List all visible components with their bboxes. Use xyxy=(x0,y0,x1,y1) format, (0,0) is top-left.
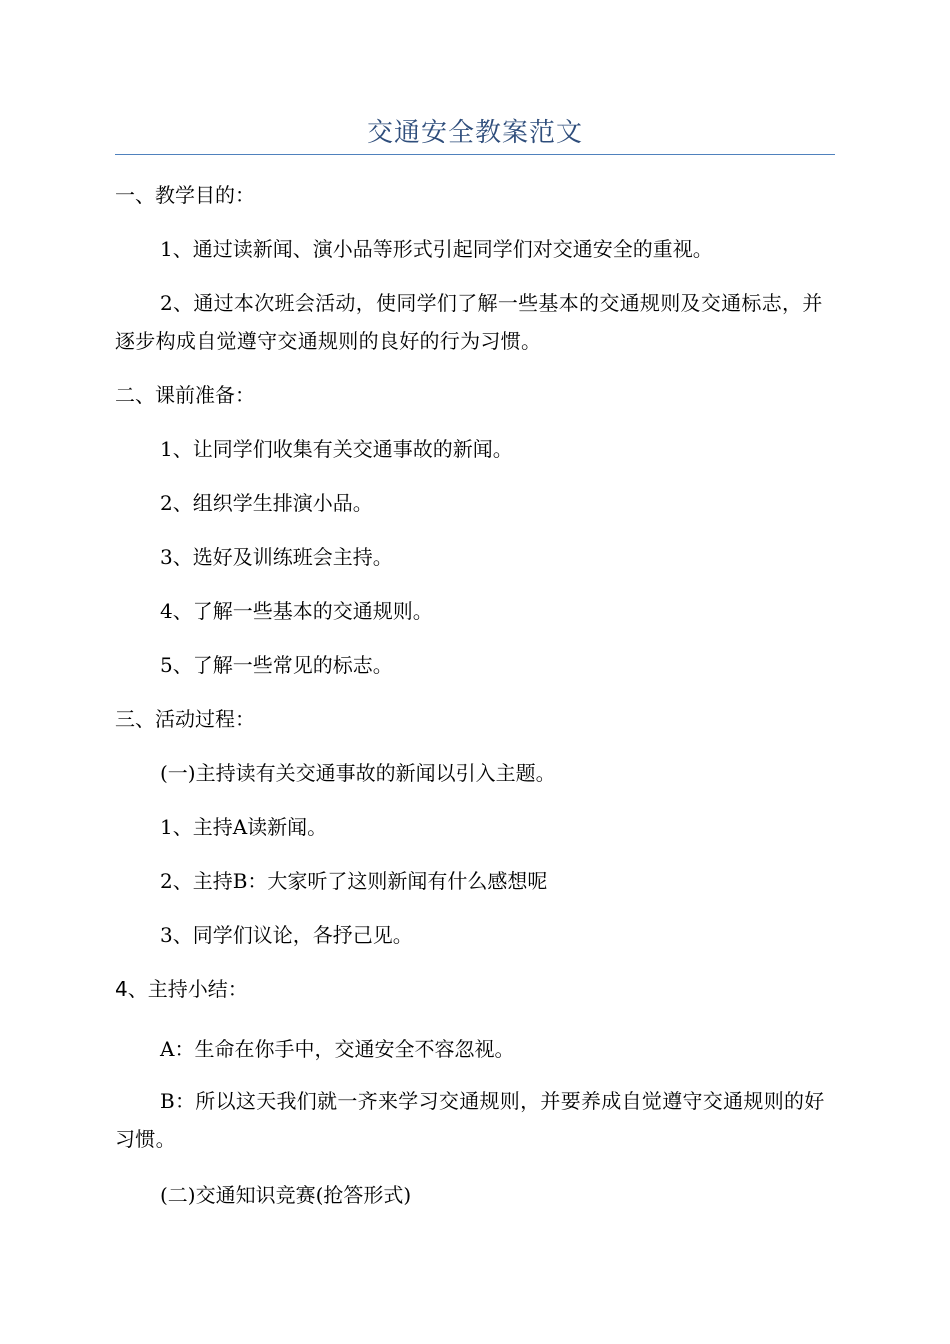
preparation-item-5: 5、了解一些常见的标志。 xyxy=(160,653,393,677)
process-subheading-1: (一)主持读有关交通事故的新闻以引入主题。 xyxy=(160,761,556,785)
document-title: 交通安全教案范文 xyxy=(366,118,583,148)
title-underline xyxy=(115,154,835,155)
process-item-4 xyxy=(115,970,835,1008)
section-heading-objectives: 一、教学目的： xyxy=(115,183,255,207)
preparation-item-4: 4、了解一些基本的交通规则。 xyxy=(160,599,433,623)
preparation-item-2: 2、组织学生排演小品。 xyxy=(160,491,373,515)
process-subheading-2: (二)交通知识竞赛(抢答形式) xyxy=(160,1183,412,1207)
preparation-item-3: 3、选好及训练班会主持。 xyxy=(160,545,393,569)
process-item-3: 3、同学们议论，各抒己见。 xyxy=(160,923,413,947)
objective-item-2: 2、通过本次班会活动，使同学们了解一些基本的交通规则及交通标志，并逐步构成自觉遵守交通规则的良好的行为习惯。 xyxy=(115,291,823,353)
section-heading-process: 三、活动过程： xyxy=(115,707,255,731)
objective-item-1: 1、通过读新闻、演小品等形式引起同学们对交通安全的重视。 xyxy=(160,237,713,261)
section-heading-preparation: 二、课前准备： xyxy=(115,383,255,407)
summary-quote-b: B：所以这天我们就一齐来学习交通规则，并要养成自觉遵守交通规则的好习惯。 xyxy=(115,1089,825,1151)
process-item-1: 1、主持A读新闻。 xyxy=(160,815,328,839)
summary-quote-a: A：生命在你手中，交通安全不容忽视。 xyxy=(160,1037,515,1061)
process-item-2: 2、主持B：大家听了这则新闻有什么感想呢 xyxy=(160,869,548,893)
process-item-4-text: 、主持小结： xyxy=(127,977,248,1001)
preparation-item-1: 1、让同学们收集有关交通事故的新闻。 xyxy=(160,437,513,461)
process-item-4-number: 4 xyxy=(115,977,128,1001)
